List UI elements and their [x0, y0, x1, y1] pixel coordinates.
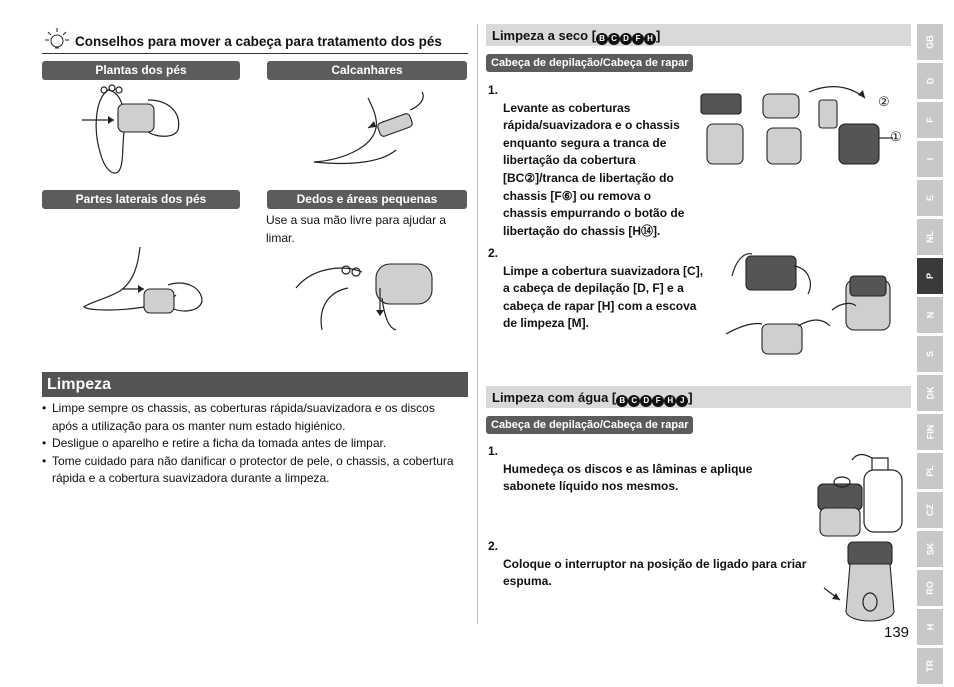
tab-d[interactable]: D	[917, 63, 943, 99]
dry-letter: H	[644, 33, 656, 45]
step-number: 1.	[488, 444, 499, 458]
water-letter: J	[676, 395, 688, 407]
water-title-close: ]	[688, 390, 693, 405]
pill-soles: Plantas dos pés	[42, 61, 240, 80]
step-text: Humedeça os discos e as lâminas e aplique sabonete líquido nos mesmos.	[503, 461, 753, 494]
pill-toes: Dedos e áreas pequenas	[267, 190, 467, 209]
dry-cleaning-header	[486, 24, 911, 46]
tab-ro[interactable]: RO	[917, 570, 943, 606]
dry-letter: C	[608, 33, 620, 45]
water-letter: F	[652, 395, 664, 407]
dry-step-2	[488, 245, 713, 333]
water-step-1	[488, 443, 788, 496]
dry-letter: D	[620, 33, 632, 45]
column-divider	[477, 24, 478, 624]
tab-s[interactable]: S	[917, 336, 943, 372]
tab-e[interactable]: E	[917, 180, 943, 216]
water-step-2	[488, 538, 813, 591]
illustration-dry-1	[697, 80, 907, 173]
callout-1: ①	[890, 129, 902, 144]
cleaning-title: Limpeza	[42, 372, 468, 397]
water-letter: H	[664, 395, 676, 407]
tab-sk[interactable]: SK	[917, 531, 943, 567]
tab-n[interactable]: N	[917, 297, 943, 333]
callout-2: ②	[878, 94, 890, 109]
dry-title-prefix: Limpeza a seco [	[492, 28, 597, 43]
tab-gb[interactable]: GB	[917, 24, 943, 60]
tab-i[interactable]: I	[917, 141, 943, 177]
dry-letter: B	[596, 33, 608, 45]
cleaning-bullet: • Tome cuidado para não danificar o protector de pele, o chassis, a cobertura rápida e a cobertura suavizadora durante a limpeza.	[42, 453, 462, 488]
step-number: 1.	[488, 83, 499, 97]
toes-note: Use a sua mão livre para ajudar a limar.	[266, 213, 447, 245]
illustration-dry-2	[722, 246, 907, 376]
dry-title-close: ]	[656, 28, 661, 43]
water-letter: B	[616, 395, 628, 407]
water-subtitle: Cabeça de depilação/Cabeça de rapar	[486, 416, 693, 434]
tab-fin[interactable]: FIN	[917, 414, 943, 450]
tab-cz[interactable]: CZ	[917, 492, 943, 528]
illustration-water-1	[812, 440, 907, 545]
step-text: Limpe a cobertura suavizadora [C], a cabeça de depilação [D, F] e a cabeça de rapar [H] com a escova de limpeza [M].	[503, 263, 704, 331]
pill-heels: Calcanhares	[267, 61, 467, 80]
cleaning-bullet: • Desligue o aparelho e retire a ficha da tomada antes de limpar.	[42, 435, 462, 453]
water-letter: C	[628, 395, 640, 407]
illustration-heels	[312, 88, 432, 173]
tab-p[interactable]: P	[917, 258, 943, 294]
tab-dk[interactable]: DK	[917, 375, 943, 411]
tips-heading: Conselhos para mover a cabeça para tratamento dos pés	[75, 34, 442, 49]
dry-letter: F	[632, 33, 644, 45]
tab-nl[interactable]: NL	[917, 219, 943, 255]
dry-step-1	[488, 82, 688, 240]
tip-icon	[44, 27, 70, 53]
language-tabs	[917, 24, 943, 687]
tab-tr[interactable]: TR	[917, 648, 943, 684]
water-letter: D	[640, 395, 652, 407]
dry-subtitle: Cabeça de depilação/Cabeça de rapar	[486, 54, 693, 72]
tab-h[interactable]: H	[917, 609, 943, 645]
water-title-prefix: Limpeza com água [	[492, 390, 617, 405]
illustration-sides	[80, 245, 215, 340]
step-text: Coloque o interruptor na posição de ligado para criar espuma.	[503, 556, 807, 589]
page-number: 139	[884, 624, 910, 641]
tab-pl[interactable]: PL	[917, 453, 943, 489]
pill-sides: Partes laterais dos pés	[42, 190, 240, 209]
water-cleaning-header	[486, 386, 911, 408]
step-text: Levante as coberturas rápida/suavizadora e o chassis enquanto segura a tranca de libertação da cobertura [BC②]/tranca de libertação do chassis [F⑥] ou remova o chassis empurrando o botão de libertação do chassis [H⑭].	[503, 100, 685, 238]
cleaning-bullets	[42, 400, 462, 488]
step-number: 2.	[488, 246, 499, 260]
illustration-water-2	[820, 538, 910, 633]
cleaning-bullet: • Limpe sempre os chassis, as coberturas rápida/suavizadora e os discos após a utilização para os manter num estado higiénico.	[42, 400, 462, 435]
tips-underline	[42, 53, 468, 54]
illustration-toes	[292, 258, 442, 338]
tab-f[interactable]: F	[917, 102, 943, 138]
illustration-soles	[78, 82, 188, 187]
step-number: 2.	[488, 539, 499, 553]
